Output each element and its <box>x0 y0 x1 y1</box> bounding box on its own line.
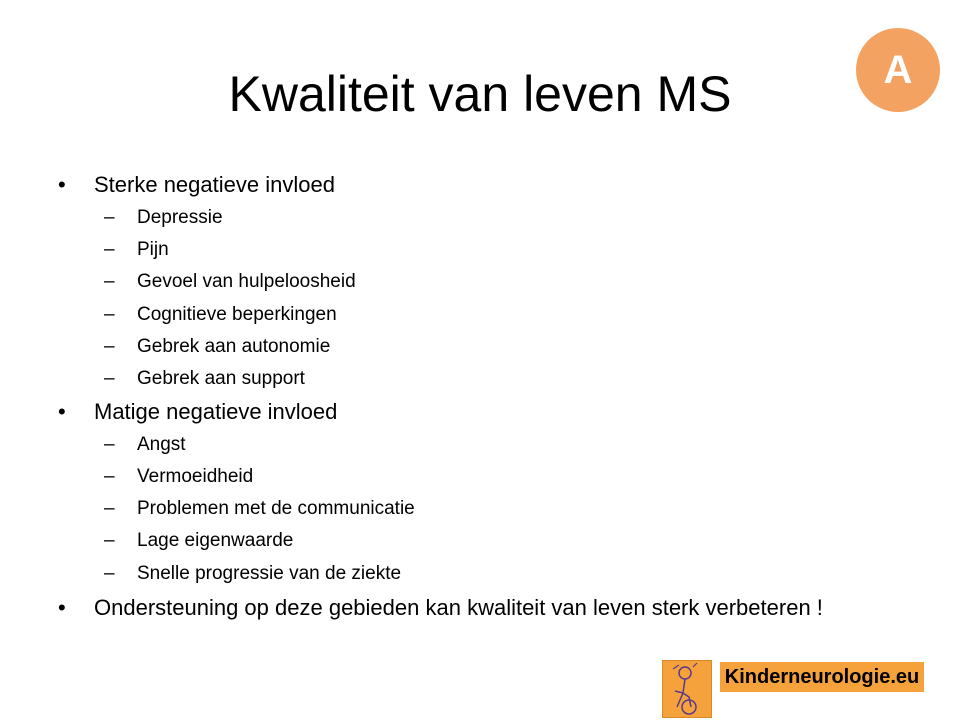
bullet-icon: • <box>58 399 66 424</box>
sub-item <box>104 335 331 359</box>
dash-icon: – <box>104 530 115 551</box>
kinderneurologie-logo <box>662 660 924 716</box>
dash-icon: – <box>104 368 115 389</box>
sub-item-label: Gebrek aan support <box>137 368 305 389</box>
list-item-label: Matige negatieve invloed <box>94 399 338 424</box>
sub-item <box>104 206 223 230</box>
sub-item <box>104 497 415 521</box>
sub-item-label: Vermoeidheid <box>137 466 254 487</box>
sub-item <box>104 303 337 327</box>
sub-item-label: Angst <box>137 434 186 455</box>
slide-title: Kwaliteit van leven MS <box>228 66 732 122</box>
sub-item-label: Depressie <box>137 207 223 228</box>
sub-item <box>104 238 169 262</box>
sub-item-label: Pijn <box>137 239 169 260</box>
sub-item-label: Snelle progressie van de ziekte <box>137 563 402 584</box>
bullet-icon: • <box>58 595 66 620</box>
list-item-conclusion <box>58 594 874 622</box>
dash-icon: – <box>104 466 115 487</box>
list-item-label: Ondersteuning op deze gebieden kan kwaliteit van leven sterk verbeteren ! <box>94 595 823 620</box>
sub-item-label: Cognitieve beperkingen <box>137 304 337 325</box>
list-item-strong-negative <box>58 171 335 199</box>
dash-icon: – <box>104 304 115 325</box>
list-item-label: Sterke negatieve invloed <box>94 172 335 197</box>
dash-icon: – <box>104 563 115 584</box>
section-badge: A <box>856 28 940 112</box>
sub-item-label: Problemen met de communicatie <box>137 498 415 519</box>
sub-item <box>104 433 186 457</box>
dash-icon: – <box>104 271 115 292</box>
sub-item-label: Gebrek aan autonomie <box>137 336 331 357</box>
dash-icon: – <box>104 434 115 455</box>
bullet-icon: • <box>58 172 66 197</box>
dash-icon: – <box>104 207 115 228</box>
dash-icon: – <box>104 239 115 260</box>
child-figure-logo-icon <box>662 660 712 718</box>
sub-item <box>104 562 402 586</box>
sub-item <box>104 367 305 391</box>
sub-item <box>104 529 294 553</box>
logo-wordmark: Kinderneurologie.eu <box>720 662 924 692</box>
dash-icon: – <box>104 336 115 357</box>
dash-icon: – <box>104 498 115 519</box>
sub-item-label: Gevoel van hulpeloosheid <box>137 271 356 292</box>
sub-item-label: Lage eigenwaarde <box>137 530 294 551</box>
sub-item <box>104 270 356 294</box>
sub-item <box>104 465 254 489</box>
list-item-moderate-negative <box>58 398 338 426</box>
